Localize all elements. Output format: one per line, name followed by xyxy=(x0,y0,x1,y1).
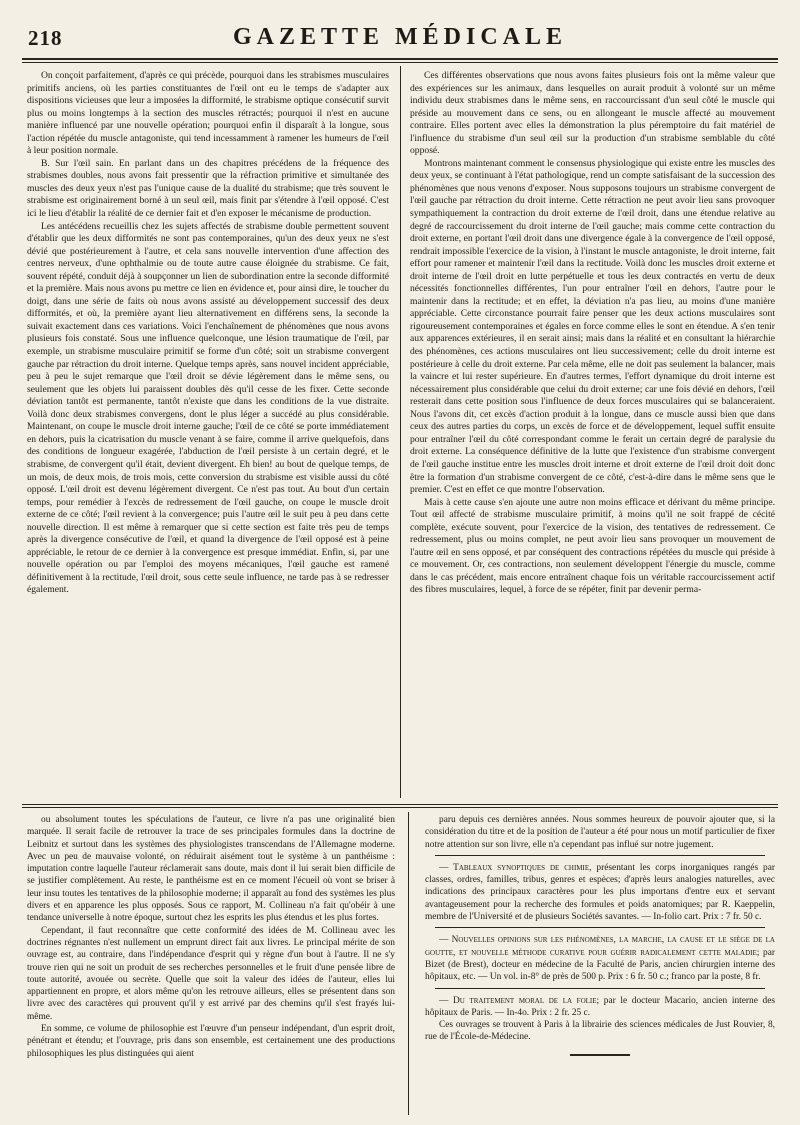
bibliography-entry xyxy=(425,862,775,923)
article-column-left xyxy=(27,70,389,798)
paragraph: Cependant, il faut reconnaître que cette conformité des idées de M. Collineau avec les doctrines régnantes n'est nullement un emprunt direct fait aux livres. Le principal mérite de son ouvrage est, au contraire, dans l'indépendance d'esprit qui y règne d'un bout à l'autre. Il ne s'y trouve rien qui ne soit un produit de ses recherches personnelles et le fruit d'une pensée libre de toute autorité, avouée ou secrète. Quelle que soit la valeur des idées de l'auteur, elles lui appartiennent en propre, et alors même qu'on les retrouve ailleurs, elles se présentent dans son livre avec des caractères qui prouvent qu'il y est arrivé par des chemins qu'il s'est frayés lui-même. xyxy=(27,925,395,1022)
paragraph: Ces différentes observations que nous avons faites plusieurs fois ont la même valeur que des expériences sur les animaux, dans lesquelles on aurait produit à volonté sur un même individu deux strabismes dans le même sens, en raccourcissant d'un seul côté le muscle qui préside au mouvement dans ce sens, ou en allongeant le muscle affecté au mouvement contraire. Elles portent avec elles la démonstration la plus péremptoire du fait matériel de l'influence du strabisme d'un seul œil sur la production d'un strabisme semblable du côté opposé. xyxy=(410,70,775,157)
paragraph: On conçoit parfaitement, d'après ce qui précède, pourquoi dans les strabismes musculaires primitifs anciens, où les parties constituantes de l'œil ont eu le temps de s'adapter aux dispositions vicieuses que leur a imposées la difformité, le strabisme optique consécutif survit plus ou moins longtemps à la section des muscles rétractés; pourquoi il n'est en aucune manière influencé par une nouvelle opération; pourquoi enfin il disparaît à la longue, sous l'action répétée du muscle antagoniste, qui tend incessamment à ramener les humeurs de l'œil à leur position normale. xyxy=(27,70,389,157)
column-divider xyxy=(400,66,401,798)
paragraph: Montrons maintenant comment le consensus physiologique qui existe entre les muscles des deux yeux, se continuant à l'état pathologique, rend un compte satisfaisant de la succession des phénomènes que nous venons d'exposer. Nous supposons toujours un strabisme convergent de l'œil gauche par rétraction du droit interne. Cette rétraction ne peut avoir lieu sans provoquer sympathiquement la contraction du droit externe de l'œil droit, dans une étendue relative au degré de raccourcissement du droit interne de l'œil gauche; mais comme cette contraction du droit externe, en portant l'œil droit dans une divergence égale à la convergence de l'œil opposé, rendrait impossible l'exercice de la vision, à l'instant le muscle antagoniste, le droit interne, fait effort pour ramener et maintenir l'œil dans la rectitude. Voilà donc les muscles droit externe et droit interne de l'œil droit en lutte perpétuelle et tous les deux contractés en vertu de deux nécessités fonctionnelles différentes, l'un pour entraîner l'œil en dehors, l'autre pour le maintenir dans la rectitude; et en effet, la déviation n'a pas lieu, au moins d'une manière appréciable. Cette circonstance pourrait faire penser que les deux actions musculaires sont rigoureusement contemporaines et égales en force comme elles le sont en étendue. A s'en tenir aux apparences extérieures, il en serait ainsi; mais dans la réalité et en consultant la hiérarchie des phénomènes, ces actions musculaires ont lieu successivement; celle du droit interne est postérieure à celle du droit externe. Par cela même, elle ne doit pas seulement la balancer, mais la vaincre et lui rester supérieure. En d'autres termes, l'effort dynamique du droit interne est nécessairement plus considérable que celui du droit externe; car une fois dévié en dehors, l'œil resterait dans cette position sous l'influence de deux forces musculaires qui se balanceraient. Nous l'avons dit, cet excès d'action produit à la longue, dans ce muscle aussi bien que dans ceux des autres parties du corps, un excès de force et de développement, lequel suffit ensuite pour entraîner l'œil du côté correspondant comme le ferait un certain degré de paralysie du droit externe. La conséquence définitive de la lutte que l'existence d'un strabisme convergent de l'œil gauche institue entre les muscles droit interne et droit externe de l'œil droit doit donc être la formation d'un strabisme convergent de ce côté, c'est-à-dire dans le même sens que le premier. C'est en effet ce que montre l'observation. xyxy=(410,157,775,496)
entry-separator xyxy=(435,927,765,928)
entry-title: — Tableaux synoptiques de chimie, xyxy=(439,862,592,873)
entry-title: — Du traitement moral de la folie; xyxy=(439,995,600,1006)
paragraph: Les antécédens recueillis chez les sujets affectés de strabisme double permettent souvent d'établir que les deux difformités ne sont pas contemporaines, qu'un des deux yeux ne s'est dévié que postérieurement à l'autre, et cela sans nouvelle intervention d'une affection des centres nerveux, d'une ophthalmie ou de toute autre cause éloignée du strabisme. Ce fait, souvent répété, conduit déjà à soupçonner un lien de subordination entre la seconde difformité et la première. Mais nous avons pu mettre ce lien en évidence et, pour ainsi dire, le toucher du doigt, dans une série de faits où nous avons assisté au développement successif des deux difformités, et où, la première ayant lieu alternativement en différens sens, la seconde la suivait exactement dans ces variations. Voici l'enchaînement de phénomènes que nous avons plusieurs fois constaté. Sous une influence quelconque, une lésion traumatique de l'œil, par exemple, un strabisme musculaire primitif se forme d'un côté; soit un strabisme convergent gauche par rétraction du droit interne. Quelque temps après, sans nouvel incident appréciable, peu à peu le sujet remarque que l'œil droit se dévie légèrement dans le même sens, ou seulement que les objets lui paraissent doubles dès qu'il cesse de les fixer. Cette seconde déviation tantôt est permanente, tantôt n'existe que dans les conditions de la vue distraite. Voilà donc deux strabismes convergens, dont le plus léger a succédé au plus considérable. Maintenant, on coupe le muscle droit interne gauche; l'œil de ce côté se porte immédiatement en dehors, puis la cicatrisation du muscle venant à se faire, comme il arrive quelquefois, dans des conditions de longueur exagérée, l'abduction de l'œil persiste à un certain degré, et le strabisme, de convergent qu'il était, devient divergent. Eh bien! au bout de quelque temps, de un mois, de deux mois, de trois mois, cette conversion du strabisme est visible aussi du côté opposé. L'œil droit est devenu légèrement divergent. Ce n'est pas tout. Au bout d'un certain temps, pour remédier à l'excès de redressement de l'œil gauche, on coupe le muscle droit externe de ce côté; l'œil revient à la convergence; puis l'autre œil le suit peu à peu dans cette nouvelle direction. Il est même à remarquer que si cette section est faite très peu de temps après la divergence consécutive de l'œil, et quand la divergence de l'œil opposé est à peine appréciable, le retour de ce dernier à la convergence est presque immédiat. Enfin, si, par une nouvelle opération ou par l'emploi des moyens mécaniques, l'œil gauche est ramené définitivement à la rectitude, l'œil droit, sous cette seule influence, ne tarde pas à se redresser également. xyxy=(27,220,389,596)
entry-body: présentant les corps inorganiques rangés par classes, ordres, familles, tribus, genres et espèces; d'après leurs analogies naturelles, avec indications des principaux caractères pour les plus importans d'entre eux et servant avantageusement pour la recherche des formules et poids anatomiques; par R. Kaeppelin, membre de l'Université et de plusieurs Sociétés savantes. — In-folio cart. Prix : 7 fr. 50 c. xyxy=(425,862,775,923)
page-header xyxy=(0,14,800,54)
page-number: 218 xyxy=(28,26,63,50)
review-column-left xyxy=(27,814,395,1114)
entry-title: — Nouvelles opinions sur les phénomènes, la marche, la cause et le siège de la goutte, et nouvelle méthode curative pour guérir radicalement cette maladie; xyxy=(425,935,775,958)
section-rule xyxy=(22,804,778,805)
entry-separator xyxy=(435,988,765,989)
article-column-right xyxy=(410,70,775,798)
paragraph: Mais à cette cause s'en ajoute une autre non moins efficace et dérivant du même principe. Tout œil affecté de strabisme musculaire primitif, à moins qu'il ne soit frappé de cécité complète, exécute souvent, pour l'exercice de la vision, des tentatives de redressement. Ce redressement, plus ou moins complet, ne peut avoir lieu sans provoquer un mouvement de l'autre œil en sens opposé, et par conséquent des contractions répétées du muscle qui préside à ce mouvement. Or, ces contractions, non seulement développent l'énergie du muscle, comme dans le cas précédent, mais encore entraînent chaque fois un véritable raccourcissement actif des fibres musculaires, lequel, à force de se répéter, finit par devenir perma- xyxy=(410,496,775,596)
header-rule-thin xyxy=(22,62,778,63)
entry-separator xyxy=(435,855,765,856)
review-column-right xyxy=(425,814,775,1114)
journal-title: GAZETTE MÉDICALE xyxy=(232,24,568,50)
paragraph: ou absolument toutes les spéculations de l'auteur, ce livre n'a pas une originalité bien marquée. Il serait facile de retrouver la trace de ses principales formules dans la doctrine de Leibnitz et surtout dans les systèmes des physiologistes transcendans de l'Allemagne moderne. Avec un peu de mauvaise volonté, on réduirait aisément tout le système à un panthéisme : imputation contre laquelle l'auteur réclamerait sans doute, mais dont il lui serait bien difficile de se justifier complètement. Au reste, le panthéisme est en ce moment l'écueil où vont se briser à leur insu toutes les tentatives de la philosophie moderne; il apparaît au fond des systèmes les plus divers et en apparence les plus opposés. Sous ce rapport, M. Collineau n'a fait qu'obéir à une tendance universelle à notre époque, surtout chez les esprits les plus étendus et les plus fortes. xyxy=(27,815,395,924)
bibliography-entry xyxy=(425,934,775,983)
publisher-note: Ces ouvrages se trouvent à Paris à la librairie des sciences médicales de Just Rouvier, 8, rue de l'École-de-Médecine. xyxy=(425,1020,775,1043)
paragraph: En somme, ce volume de philosophie est l'œuvre d'un penseur indépendant, d'un esprit droit, pénétrant et étendu; et l'ouvrage, pris dans son ensemble, est certainement une des productions philosophiques les plus distinguées qui aient xyxy=(27,1024,395,1059)
header-rule xyxy=(22,58,778,60)
end-rule xyxy=(570,1054,630,1056)
entry-body: par Bizet (de Brest), docteur en médecine de la Faculté de Paris, ancien chirurgien interne des hôpitaux, etc. — Un vol. in-8° de près de 500 p. Prix : 6 fr. 50 c.; franco par la poste, 8 fr. xyxy=(425,947,775,983)
paragraph: paru depuis ces dernières années. Nous sommes heureux de pouvoir ajouter que, si la considération du titre et de la position de l'auteur a été pour nous un motif particulier de fixer notre attention sur son livre, elle n'a cependant pas influé sur notre jugement. xyxy=(425,815,775,850)
paragraph: B. Sur l'œil sain. En parlant dans un des chapitres précédens de la fréquence des strabismes doubles, nous avons fait pressentir que la réfraction primitive et simultanée des muscles des deux yeux n'est pas l'unique cause de la dualité du strabisme; que très souvent le strabisme est originairement borné à un seul œil, mais finit par s'étendre à l'œil opposé. C'est ici le lieu d'établir la réalité de ce dernier fait et d'en exposer le mécanisme de production. xyxy=(27,157,389,220)
bibliography-entry xyxy=(425,995,775,1020)
entry-body: par le docteur Macario, ancien interne des hôpitaux de Paris. — In-4o. Prix : 2 fr. 25 c. xyxy=(425,995,775,1018)
column-divider-bottom xyxy=(408,812,409,1115)
section-rule-thin xyxy=(22,807,778,808)
